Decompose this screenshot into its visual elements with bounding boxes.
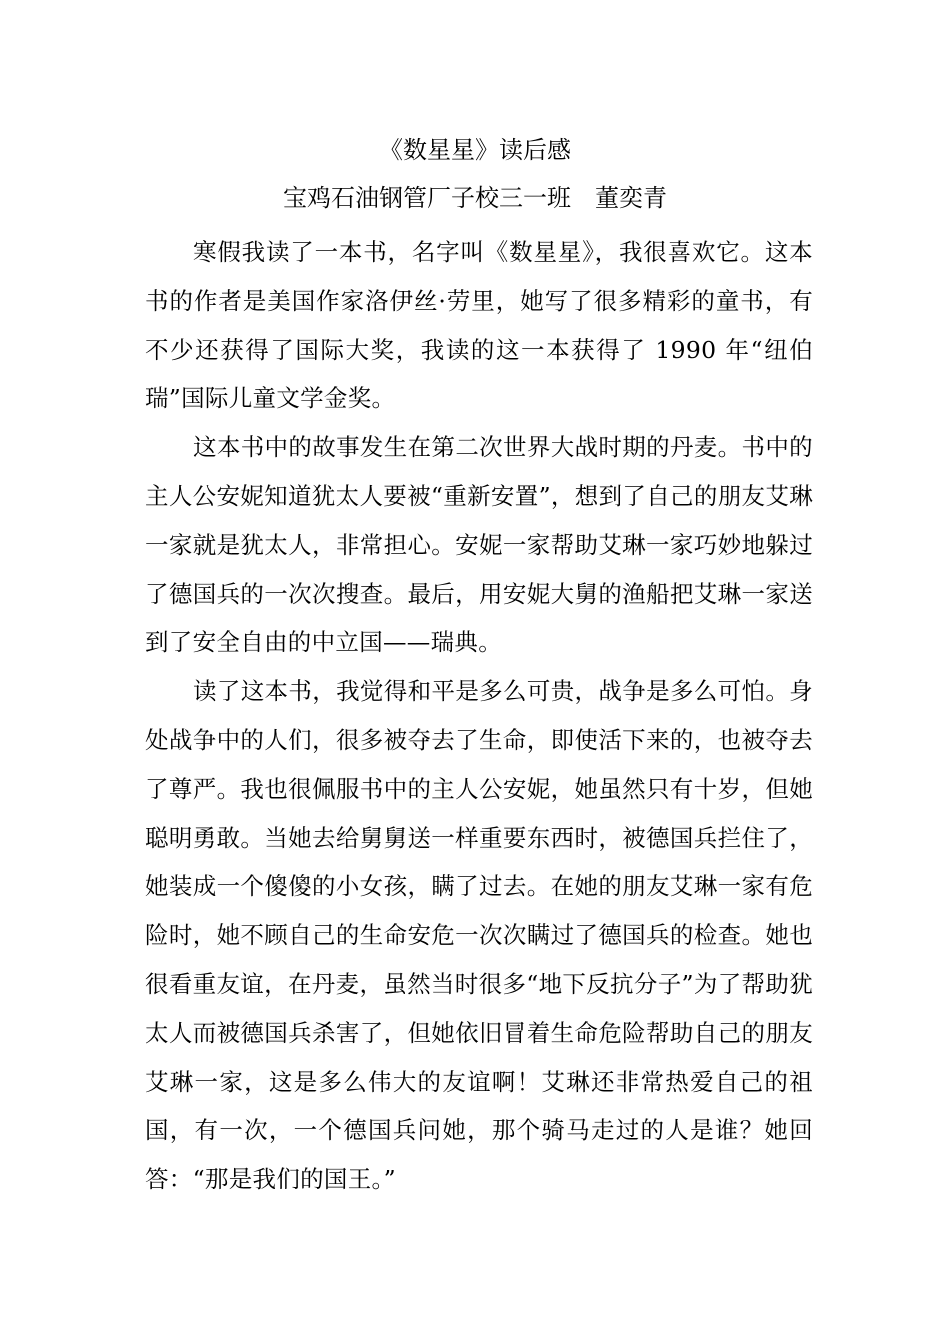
document-title: 《数星星》读后感 bbox=[379, 136, 571, 164]
author-byline: 宝鸡石油钢管厂子校三一班 董奕青 bbox=[283, 184, 667, 212]
document-body bbox=[145, 228, 813, 1204]
paragraph-3: 读了这本书，我觉得和平是多么可贵，战争是多么可怕。身处战争中的人们，很多被夺去了生命，即使活下来的，也被夺去了尊严。我也很佩服书中的主人公安妮，她虽然只有十岁，但她聪明勇敢。当她去给舅舅送一样重要东西时，被德国兵拦住了，她装成一个傻傻的小女孩，瞒了过去。在她的朋友艾琳一家有危险时，她不顾自己的生命安危一次次瞒过了德国兵的检查。她也很看重友谊，在丹麦，虽然当时很多“地下反抗分子”为了帮助犹太人而被德国兵杀害了，但她依旧冒着生命危险帮助自己的朋友艾琳一家，这是多么伟大的友谊啊！艾琳还非常热爱自己的祖国，有一次，一个德国兵问她，那个骑马走过的人是谁？她回答：“那是我们的国王。” bbox=[145, 677, 813, 1194]
paragraph-2: 这本书中的故事发生在第二次世界大战时期的丹麦。书中的主人公安妮知道犹太人要被“重新安置”，想到了自己的朋友艾琳一家就是犹太人，非常担心。安妮一家帮助艾琳一家巧妙地躲过了德国兵的一次次搜查。最后，用安妮大舅的渔船把艾琳一家送到了安全自由的中立国——瑞典。 bbox=[145, 433, 813, 657]
paragraph-1: 寒假我读了一本书，名字叫《数星星》，我很喜欢它。这本书的作者是美国作家洛伊丝·劳里，她写了很多精彩的童书，有不少还获得了国际大奖，我读的这一本获得了 1990 年“纽伯瑞”国际儿童文学金奖。 bbox=[145, 238, 813, 413]
